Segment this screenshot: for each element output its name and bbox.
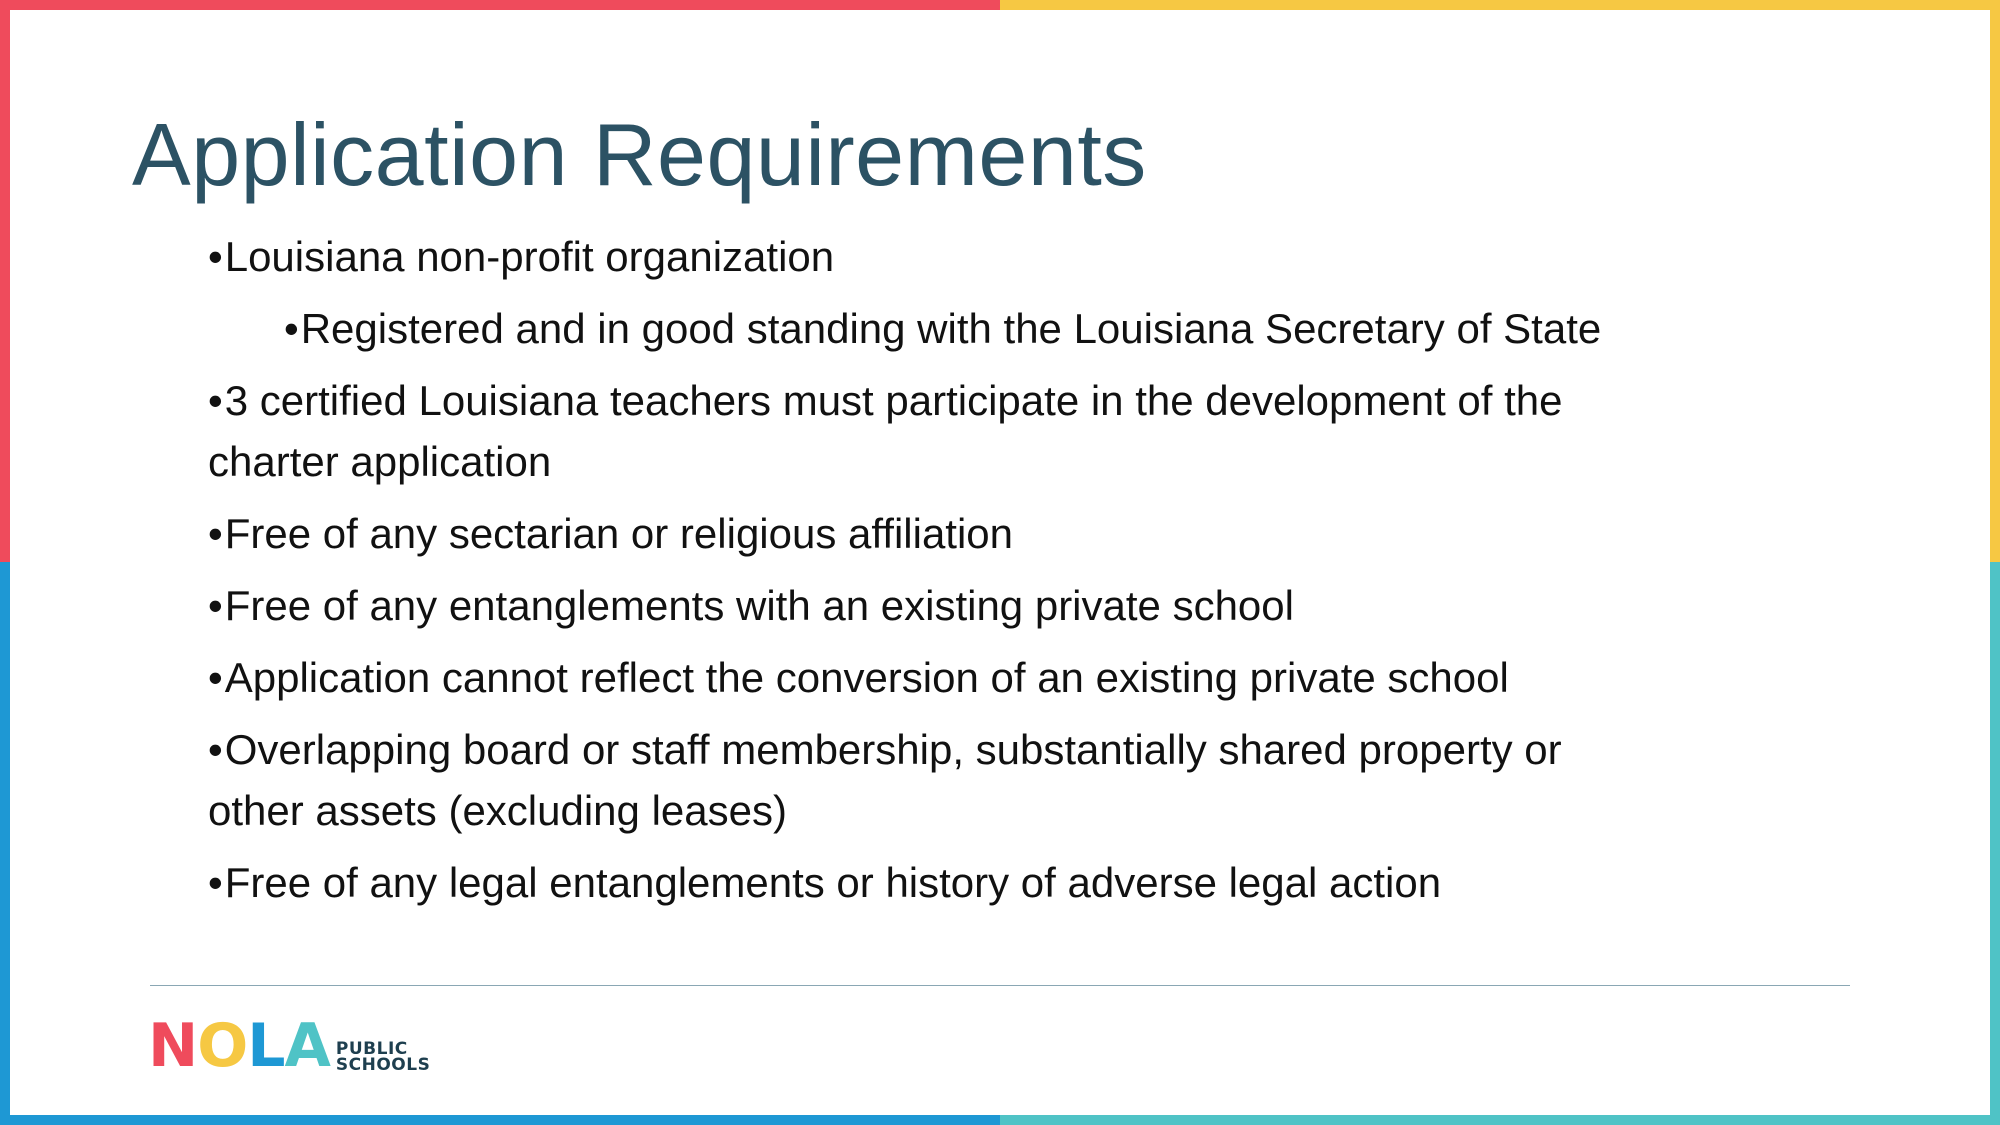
bullet-text: Registered and in good standing with the Louisiana Secretary of State bbox=[300, 305, 1602, 352]
nola-public-schools-logo bbox=[148, 1011, 431, 1081]
bullet-marker: • bbox=[208, 233, 223, 280]
frame-bottom-left bbox=[0, 1115, 1000, 1125]
logo-letter-n: N bbox=[148, 1011, 198, 1081]
bullet-text: Free of any legal entanglements or history of adverse legal action bbox=[224, 859, 1442, 906]
logo-subtext bbox=[336, 1041, 430, 1073]
sub-bullet-item bbox=[208, 298, 1668, 359]
logo-letter-a: A bbox=[284, 1011, 330, 1081]
logo-wordmark bbox=[148, 1011, 330, 1081]
frame-left-bottom bbox=[0, 562, 10, 1125]
slide-title: Application Requirements bbox=[132, 105, 1147, 204]
bullet-marker: • bbox=[208, 582, 223, 629]
frame-left-top bbox=[0, 0, 10, 562]
bullet-text: Free of any entanglements with an existing private school bbox=[224, 582, 1294, 629]
bullet-marker: • bbox=[208, 654, 223, 701]
frame-top-right bbox=[1000, 0, 2000, 10]
bullet-item bbox=[208, 503, 1668, 564]
logo-letter-l: L bbox=[247, 1011, 285, 1081]
frame-right-bottom bbox=[1990, 562, 2000, 1125]
bullet-item bbox=[208, 719, 1668, 841]
frame-bottom-right bbox=[1000, 1115, 2000, 1125]
frame-right-top bbox=[1990, 0, 2000, 562]
logo-line-schools: SCHOOLS bbox=[335, 1055, 431, 1075]
bullet-item bbox=[208, 370, 1668, 492]
bullet-text: Application cannot reflect the conversion of an existing private school bbox=[224, 654, 1509, 701]
bullet-text: Free of any sectarian or religious affiliation bbox=[224, 510, 1014, 557]
logo-letter-o: O bbox=[197, 1011, 248, 1081]
bullet-marker: • bbox=[284, 305, 299, 352]
footer-divider bbox=[150, 985, 1850, 986]
bullet-text: 3 certified Louisiana teachers must participate in the development of the charter application bbox=[208, 377, 1563, 485]
bullet-text: Overlapping board or staff membership, substantially shared property or other assets (excluding leases) bbox=[208, 726, 1562, 834]
bullet-item bbox=[208, 852, 1668, 913]
bullet-marker: • bbox=[208, 377, 223, 424]
bullet-list bbox=[208, 226, 1668, 924]
bullet-text: Louisiana non-profit organization bbox=[224, 233, 835, 280]
bullet-item bbox=[208, 575, 1668, 636]
bullet-item bbox=[208, 647, 1668, 708]
frame-top-left bbox=[0, 0, 1000, 10]
bullet-marker: • bbox=[208, 726, 223, 773]
bullet-marker: • bbox=[208, 859, 223, 906]
bullet-marker: • bbox=[208, 510, 223, 557]
logo-line-public: PUBLIC bbox=[335, 1039, 408, 1059]
bullet-item bbox=[208, 226, 1668, 287]
